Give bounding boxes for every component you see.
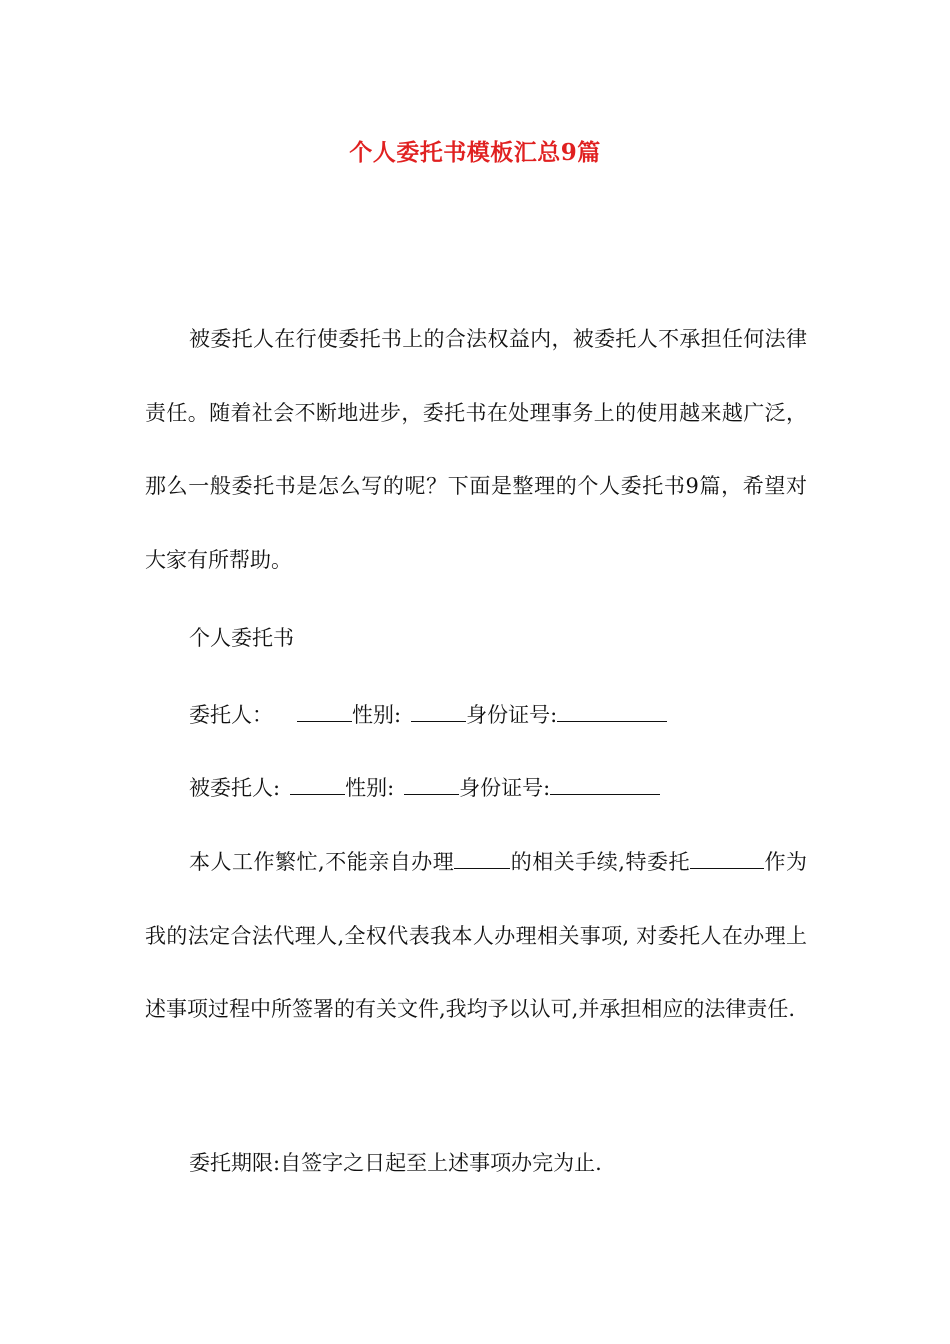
principal-name-blank [297, 699, 352, 722]
agent-id-blank [550, 772, 660, 795]
document-title: 个人委托书模板汇总9篇 [349, 139, 601, 166]
principal-id-label: 身份证号: [466, 703, 558, 727]
authorization-text-2: 的相关手续,特委托 [510, 850, 690, 874]
agent-line [189, 768, 660, 808]
agent-name-blank [290, 772, 345, 795]
agent-label: 被委托人: [189, 776, 281, 800]
intro-paragraph: 被委托人在行使委托书上的合法权益内，被委托人不承担任何法律责任。随着社会不断地进步，委托书在处理事务上的使用越来越广泛，那么一般委托书是怎么写的呢？下面是整理的个人委托书9篇，希望对大家有所帮助。 [145, 327, 807, 572]
principal-gender-label: 性别: [352, 703, 402, 727]
principal-line [189, 695, 667, 735]
authorization-text-3: 作为我的法定合法代理人,全权代表我本人办理相关事项, 对委托人在办理上述事项过程中所签署的有关文件,我均予以认可,并承担相应的法律责任. [145, 850, 807, 1021]
agent-name-blank-2 [690, 846, 764, 869]
matter-blank [454, 846, 510, 869]
authorization-text-1: 本人工作繁忙,不能亲自办理 [189, 850, 455, 874]
principal-id-blank [557, 699, 667, 722]
agent-gender-label: 性别: [345, 776, 395, 800]
principal-label: 委托人： [189, 703, 273, 727]
term-line: 委托期限:自签字之日起至上述事项办完为止. [189, 1151, 602, 1175]
authorization-paragraph [145, 826, 807, 1047]
agent-gender-blank [404, 772, 459, 795]
agent-id-label: 身份证号: [459, 776, 551, 800]
section-heading: 个人委托书 [189, 626, 294, 650]
principal-gender-blank [411, 699, 466, 722]
